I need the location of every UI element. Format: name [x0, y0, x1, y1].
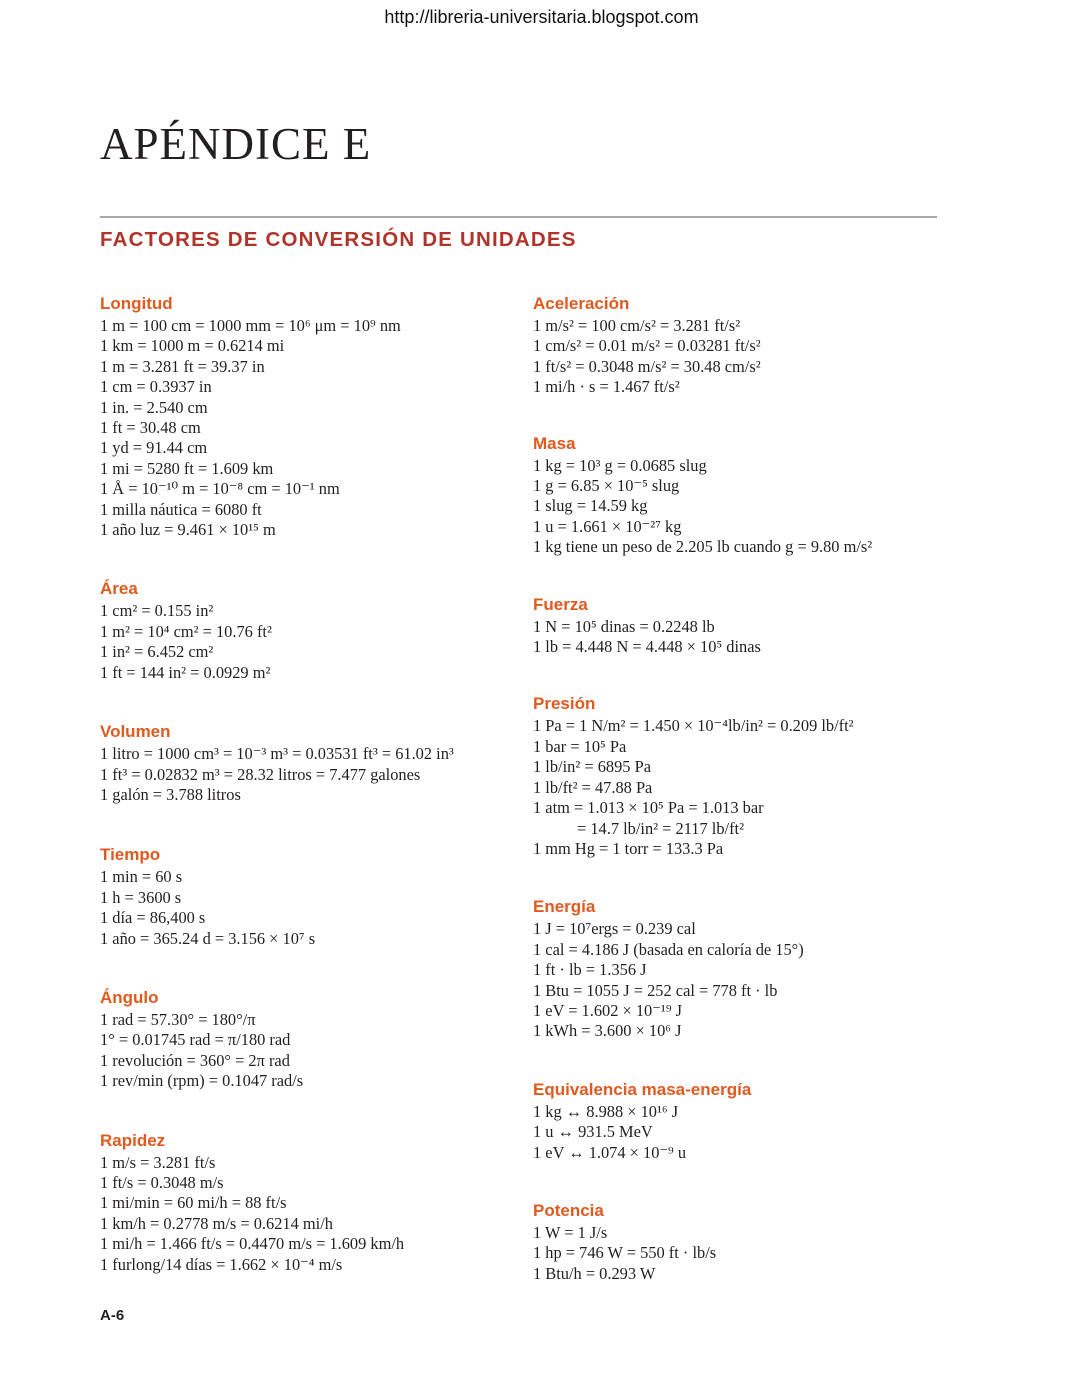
conversion-line: 1 Pa = 1 N/m² = 1.450 × 10⁻⁴lb/in² = 0.209 lb/ft² [533, 716, 854, 736]
group-tiempo [100, 843, 520, 949]
conversion-line: 1 año = 365.24 d = 3.156 × 10⁷ s [100, 928, 316, 948]
conversion-line: 1 m² = 10⁴ cm² = 10.76 ft² [100, 621, 272, 641]
conversion-line: 1 mm Hg = 1 torr = 133.3 Pa [533, 838, 724, 858]
left-column [100, 292, 520, 1275]
conversion-line: 1 Btu/h = 0.293 W [533, 1263, 656, 1283]
group-title: Aceleración [533, 294, 630, 313]
conversion-line: 1 h = 3600 s [100, 887, 182, 907]
group-fuerza [533, 593, 953, 658]
group-angulo [100, 986, 520, 1092]
conversion-line: 1 mi = 5280 ft = 1.609 km [100, 458, 274, 478]
conversion-line: 1 litro = 1000 cm³ = 10⁻³ m³ = 0.03531 ft³ = 61.02 in³ [100, 744, 454, 764]
conversion-line: 1 km/h = 0.2778 m/s = 0.6214 mi/h [100, 1213, 333, 1233]
conversion-line: 1 J = 10⁷ergs = 0.239 cal [533, 919, 696, 939]
conversion-line: 1° = 0.01745 rad = π/180 rad [100, 1030, 291, 1050]
conversion-line: 1 Btu = 1055 J = 252 cal = 778 ft · lb [533, 980, 778, 1000]
group-title: Energía [533, 897, 596, 917]
group-rapidez [100, 1129, 520, 1275]
conversion-line: 1 ft/s = 0.3048 m/s [100, 1172, 224, 1192]
group-title: Potencia [533, 1200, 604, 1220]
group-potencia [533, 1199, 953, 1284]
conversion-line: 1 año luz = 9.461 × 10¹⁵ m [100, 520, 276, 540]
conversion-line: 1 Å = 10⁻¹⁰ m = 10⁻⁸ cm = 10⁻¹ nm [100, 479, 340, 499]
conversion-line: 1 km = 1000 m = 0.6214 mi [100, 336, 285, 356]
conversion-line: 1 m/s² = 100 cm/s² = 3.281 ft/s² [533, 316, 741, 335]
conversion-line: 1 lb = 4.448 N = 4.448 × 10⁵ dinas [533, 637, 761, 657]
conversion-line: 1 u ↔ 931.5 MeV [533, 1122, 653, 1142]
conversion-line: 1 milla náutica = 6080 ft [100, 499, 262, 519]
conversion-line: 1 ft = 144 in² = 0.0929 m² [100, 662, 271, 682]
group-title: Equivalencia masa-energía [533, 1079, 752, 1099]
conversion-line: 1 cal = 4.186 J (basada en caloría de 15°) [533, 939, 804, 959]
group-title: Volumen [100, 722, 171, 742]
group-energia [533, 895, 953, 1041]
conversion-line: 1 ft = 30.48 cm [100, 418, 201, 438]
group-volumen [100, 720, 520, 805]
conversion-line: 1 bar = 10⁵ Pa [533, 736, 627, 756]
conversion-line: 1 rad = 57.30° = 180°/π [100, 1009, 256, 1029]
conversion-line: 1 m = 3.281 ft = 39.37 in [100, 356, 265, 376]
conversion-line: 1 kg tiene un peso de 2.205 lb cuando g = 9.80 m/s² [533, 537, 873, 557]
conversion-line: 1 in. = 2.540 cm [100, 397, 208, 417]
group-area [100, 577, 520, 683]
group-longitud [100, 292, 520, 540]
conversion-line: 1 cm/s² = 0.01 m/s² = 0.03281 ft/s² [533, 336, 761, 356]
conversion-line: 1 lb/ft² = 47.88 Pa [533, 777, 653, 797]
group-title: Rapidez [100, 1130, 166, 1150]
conversion-line: 1 eV = 1.602 × 10⁻¹⁹ J [533, 1000, 683, 1020]
appendix-title: APÉNDICE E [100, 119, 372, 169]
conversion-line: 1 kWh = 3.600 × 10⁶ J [533, 1021, 682, 1041]
conversion-line: 1 kg ↔ 8.988 × 10¹⁶ J [533, 1101, 679, 1121]
conversion-line: 1 mi/min = 60 mi/h = 88 ft/s [100, 1193, 287, 1213]
group-equivalencia-masa-energia [533, 1078, 953, 1163]
conversion-line: 1 galón = 3.788 litros [100, 784, 241, 804]
group-title: Ángulo [100, 987, 159, 1007]
group-masa [533, 432, 953, 558]
conversion-line: 1 cm = 0.3937 in [100, 377, 212, 397]
group-title: Área [100, 579, 138, 599]
conversion-line: 1 ft · lb = 1.356 J [533, 960, 647, 980]
conversion-line: 1 m = 100 cm = 1000 mm = 10⁶ μm = 10⁹ nm [100, 316, 401, 335]
section-title: FACTORES DE CONVERSIÓN DE UNIDADES [100, 228, 577, 251]
conversion-line: 1 atm = 1.013 × 10⁵ Pa = 1.013 bar [533, 798, 764, 818]
conversion-line: 1 hp = 746 W = 550 ft · lb/s [533, 1243, 717, 1263]
conversion-line: 1 ft/s² = 0.3048 m/s² = 30.48 cm/s² [533, 356, 761, 376]
source-url[interactable]: http://libreria-universitaria.blogspot.com [384, 7, 699, 27]
conversion-line: 1 in² = 6.452 cm² [100, 642, 214, 662]
conversion-line: 1 lb/in² = 6895 Pa [533, 757, 651, 777]
right-column [533, 292, 953, 1284]
group-title: Longitud [100, 294, 173, 313]
conversion-line: 1 ft³ = 0.02832 m³ = 28.32 litros = 7.477 galones [100, 764, 421, 784]
group-title: Masa [533, 433, 576, 453]
conversion-line: = 14.7 lb/in² = 2117 lb/ft² [577, 818, 745, 838]
conversion-line: 1 slug = 14.59 kg [533, 496, 648, 516]
conversion-line: 1 N = 10⁵ dinas = 0.2248 lb [533, 616, 715, 636]
group-presion [533, 692, 953, 859]
group-title: Tiempo [100, 845, 161, 865]
group-aceleracion [533, 292, 953, 398]
title-divider [100, 216, 937, 218]
conversion-line: 1 mi/h · s = 1.467 ft/s² [533, 377, 680, 397]
group-title: Fuerza [533, 594, 588, 614]
page-number: A-6 [100, 1307, 125, 1324]
conversion-line: 1 g = 6.85 × 10⁻⁵ slug [533, 476, 680, 496]
conversion-line: 1 min = 60 s [100, 867, 183, 887]
group-title: Presión [533, 694, 596, 714]
conversion-line: 1 eV ↔ 1.074 × 10⁻⁹ u [533, 1142, 687, 1162]
conversion-line: 1 yd = 91.44 cm [100, 438, 208, 458]
conversion-line: 1 furlong/14 días = 1.662 × 10⁻⁴ m/s [100, 1254, 343, 1274]
conversion-line: 1 día = 86,400 s [100, 908, 206, 928]
conversion-line: 1 m/s = 3.281 ft/s [100, 1152, 216, 1172]
conversion-line: 1 kg = 10³ g = 0.0685 slug [533, 455, 707, 475]
conversion-line: 1 rev/min (rpm) = 0.1047 rad/s [100, 1071, 304, 1091]
conversion-line: 1 W = 1 J/s [533, 1222, 608, 1242]
conversion-line: 1 cm² = 0.155 in² [100, 601, 214, 621]
conversion-line: 1 mi/h = 1.466 ft/s = 0.4470 m/s = 1.609 km/h [100, 1234, 405, 1254]
conversion-line: 1 u = 1.661 × 10⁻²⁷ kg [533, 516, 682, 536]
conversion-line: 1 revolución = 360° = 2π rad [100, 1050, 290, 1070]
